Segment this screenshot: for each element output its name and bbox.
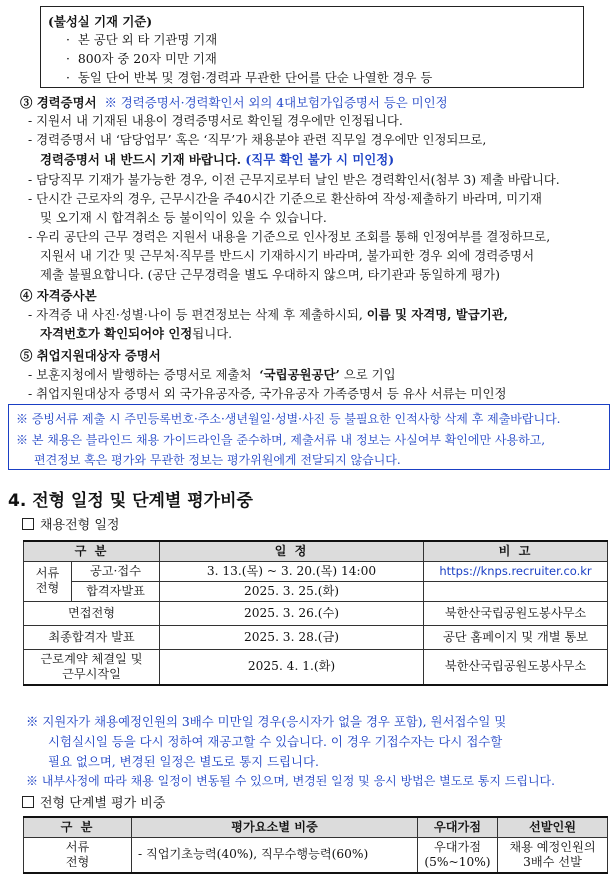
schedule-note: 시험실시일 등을 다시 정하여 재공고할 수 있습니다. 이 경우 기접수자는 다시 접수할 (48, 734, 503, 749)
row-ratio: - 직업기초능력(40%), 직무수행능력(60%) (132, 837, 418, 873)
row-label: 합격자발표 (72, 581, 160, 601)
recruit-link[interactable]: https://knps.recruiter.co.kr (424, 561, 608, 581)
row-note: 북한산국립공원도봉사무소 (424, 601, 608, 625)
section-3-line: 제출 불필요합니다. (공단 근무경력을 별도 우대하지 않으며, 타기관과 동일하게 평가) (40, 267, 500, 282)
weights-header: 구 분 (24, 817, 132, 837)
checkbox-square-icon (22, 518, 34, 530)
criteria-item: · 800자 중 20자 미만 기재 (66, 51, 217, 66)
schedule-note: ※ 내부사정에 따라 채용 일정이 변동될 수 있으며, 변경된 일정 및 응시 방법은 별도로 통지 드립니다. (26, 774, 555, 788)
table-row (24, 601, 608, 625)
row-select: 채용 예정인원의 3배수 선발 (498, 837, 608, 873)
section-5-header: ⑤ 취업지원대상자 증명서 (20, 348, 161, 363)
weights-table (23, 816, 608, 874)
section-4-line: - 자격증 내 사진·성별·나이 등 편견정보는 삭제 후 제출하시되, 이름 및 자격명, 발급기관, (28, 307, 508, 322)
section-3-line: - 단시간 근로자의 경우, 근무시간을 주40시간 기준으로 환산하여 작성·제출하기 바라며, 미기재 (28, 191, 543, 206)
table-row (24, 837, 608, 873)
schedule-table (23, 540, 608, 686)
schedule-note: 필요 없으며, 변경된 일정은 별도로 통지 드립니다. (48, 754, 319, 769)
doc-stage-label: 서류 전형 (24, 561, 72, 601)
notice-line: ※ 본 채용은 블라인드 채용 가이드라인을 준수하며, 제출서류 내 정보는 사실여부 확인에만 사용하고, (16, 433, 546, 447)
page-heading: 4. 전형 일정 및 단계별 평가비중 (8, 491, 253, 511)
schedule-header-category: 구 분 (24, 541, 160, 561)
section-3-line: - 담당직무 기재가 불가능한 경우, 이전 근무지로부터 날인 받은 경력확인서(첨부 3) 제출 바랍니다. (28, 172, 560, 187)
row-note: 북한산국립공원도봉사무소 (424, 649, 608, 685)
row-date: 3. 13.(목) ~ 3. 20.(목) 14:00 (160, 561, 424, 581)
schedule-header-note: 비 고 (424, 541, 608, 561)
criteria-item: · 동일 단어 반복 및 경험·경력과 무관한 단어를 단순 나열한 경우 등 (66, 70, 433, 85)
row-label: 근로계약 체결일 및 근무시작일 (24, 649, 160, 685)
section-3-line: 지원서 내 기간 및 근무처·직무를 반드시 기재하시기 바라며, 불가피한 경우 외에 경력증명서 (40, 248, 535, 263)
section-3-line: - 지원서 내 기재된 내용이 경력증명서로 확인될 경우에만 인정됩니다. (28, 113, 403, 128)
section-4-header: ④ 자격증사본 (20, 288, 97, 303)
notice-line: ※ 증빙서류 제출 시 주민등록번호·주소·생년월일·성별·사진 등 불필요한 인적사항 삭제 후 제출바랍니다. (16, 412, 561, 426)
table-row (24, 561, 608, 581)
row-date: 2025. 3. 26.(수) (160, 601, 424, 625)
weights-header: 평가요소별 비중 (132, 817, 418, 837)
row-label: 최종합격자 발표 (24, 625, 160, 649)
weights-header: 선발인원 (498, 817, 608, 837)
criteria-item: · 본 공단 외 타 기관명 기재 (66, 32, 218, 47)
table-row (24, 581, 608, 601)
schedule-note: ※ 지원자가 채용예정인원의 3배수 미만일 경우(응시자가 없을 경우 포함), 원서접수일 및 (26, 714, 507, 729)
section-4-line: 자격번호가 확인되어야 인정됩니다. (40, 326, 233, 341)
section-3-header: ③ 경력증명서 ※ 경력증명서·경력확인서 외의 4대보험가입증명서 등은 미인정 (20, 95, 448, 110)
weights-header: 우대가점 (418, 817, 498, 837)
section-3-line: 및 오기재 시 합격취소 등 불이익이 있을 수 있습니다. (40, 210, 327, 225)
schedule-header-date: 일 정 (160, 541, 424, 561)
row-date: 2025. 4. 1.(화) (160, 649, 424, 685)
row-note (424, 581, 608, 601)
notice-line: 편견정보 혹은 평가와 무관한 정보는 평가위원에게 전달되지 않습니다. (34, 453, 401, 467)
table-row (24, 649, 608, 685)
criteria-title: (불성실 기재 기준) (48, 14, 153, 29)
subsection-weights: 전형 단계별 평가 비중 (22, 792, 165, 811)
table-row (24, 625, 608, 649)
section-3-line: - 우리 공단의 근무 경력은 지원서 내용을 기준으로 인사정보 조회를 통해 인정여부를 결정하므로, (28, 229, 551, 244)
section-3-line: 경력증명서 내 반드시 기재 바랍니다. (직무 확인 불가 시 미인정) (40, 152, 395, 167)
subsection-schedule: 채용전형 일정 (22, 514, 119, 533)
row-bonus: 우대가점 (5%~10%) (418, 837, 498, 873)
row-note: 공단 홈페이지 및 개별 통보 (424, 625, 608, 649)
checkbox-square-icon (22, 796, 34, 808)
section-5-line: - 보훈지청에서 발행하는 증명서로 제출처 ‘국립공원공단’ 으로 기입 (28, 367, 396, 382)
row-label: 면접전형 (24, 601, 160, 625)
row-label: 공고·접수 (72, 561, 160, 581)
row-date: 2025. 3. 25.(화) (160, 581, 424, 601)
row-date: 2025. 3. 28.(금) (160, 625, 424, 649)
section-5-line: - 취업지원대상자 증명서 외 국가유공자증, 국가유공자 가족증명서 등 유사 서류는 미인정 (28, 386, 507, 401)
row-label: 서류 전형 (24, 837, 132, 873)
section-3-line: - 경력증명서 내 ‘담당업무’ 혹은 ‘직무’가 채용분야 관련 직무일 경우에만 인정되므로, (28, 132, 487, 147)
